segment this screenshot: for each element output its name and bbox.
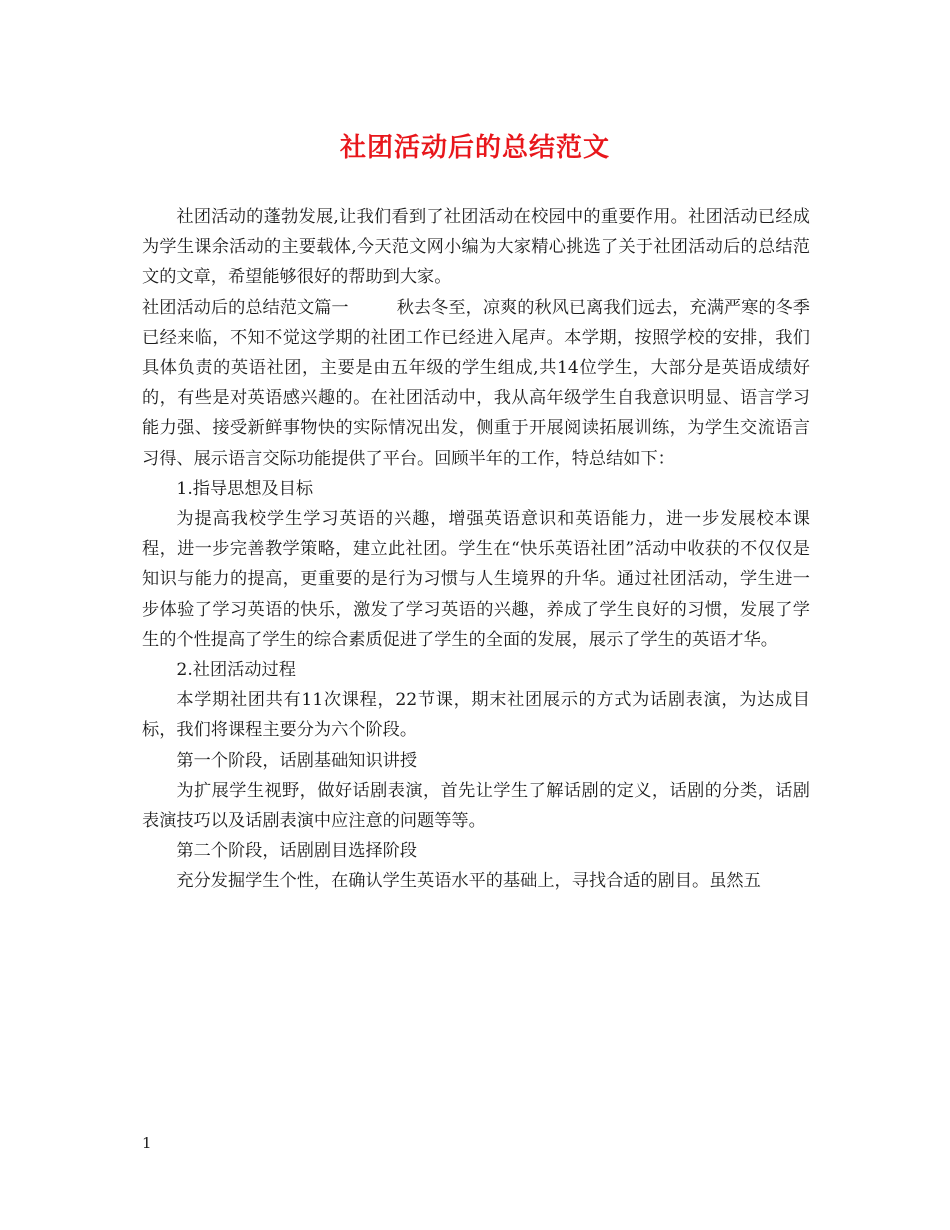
- stage-text-two: 充分发掘学生个性，在确认学生英语水平的基础上，寻找合适的剧目。虽然五: [176, 871, 761, 892]
- stage-heading-two: 第二个阶段，话剧剧目选择阶段: [176, 841, 418, 862]
- page-number: 1: [142, 1134, 152, 1152]
- section-heading-guiding-principles: 1.指导思想及目标: [176, 478, 314, 499]
- part-one-text: 秋去冬至，凉爽的秋风已离我们远去，充满严寒的冬季已经来临，不知不觉这学期的社团工作已经进入尾声。本学期，按照学校的安排，我们具体负责的英语社团，主要是由五年级的学生组成,共14位学生，大部分是英语成绩好的，有些是对英语感兴趣的。在社团活动中，我从高年级学生自我意识明显、语言学习能力强、接受新鲜事物快的实际情况出发，侧重于开展阅读拓展训练，为学生交流语言习得、展示语言交际功能提供了平台。回顾半年的工作，特总结如下：: [142, 297, 810, 469]
- intro-paragraph: 社团活动的蓬勃发展,让我们看到了社团活动在校园中的重要作用。社团活动已经成为学生课余活动的主要载体,今天范文网小编为大家精心挑选了关于社团活动后的总结范文的文章，希望能够很好的帮助到大家。: [142, 207, 810, 288]
- section-text-activity-process: 本学期社团共有11次课程，22节课，期末社团展示的方式为话剧表演，为达成目标，我们将课程主要分为六个阶段。: [142, 690, 810, 741]
- document-title: 社团活动后的总结范文: [339, 133, 610, 163]
- stage-text-one: 为扩展学生视野，做好话剧表演，首先让学生了解话剧的定义，话剧的分类，话剧表演技巧以及话剧表演中应注意的问题等等。: [142, 780, 810, 832]
- section-heading-activity-process: 2.社团活动过程: [176, 660, 296, 681]
- stage-heading-one: 第一个阶段，话剧基础知识讲授: [176, 750, 418, 771]
- document-body: [142, 202, 810, 897]
- part-one-paragraph: [142, 293, 810, 474]
- part-one-label: 社团活动后的总结范文篇一: [142, 297, 349, 318]
- section-text-guiding-principles: 为提高我校学生学习英语的兴趣，增强英语意识和英语能力，进一步发展校本课程，进一步完善教学策略，建立此社团。学生在“快乐英语社团”活动中收获的不仅仅是知识与能力的提高，更重要的是行为习惯与人生境界的升华。通过社团活动，学生进一步体验了学习英语的快乐，激发了学习英语的兴趣，养成了学生良好的习惯，发展了学生的个性提高了学生的综合素质促进了学生的全面的发展，展示了学生的英语才华。: [142, 509, 810, 650]
